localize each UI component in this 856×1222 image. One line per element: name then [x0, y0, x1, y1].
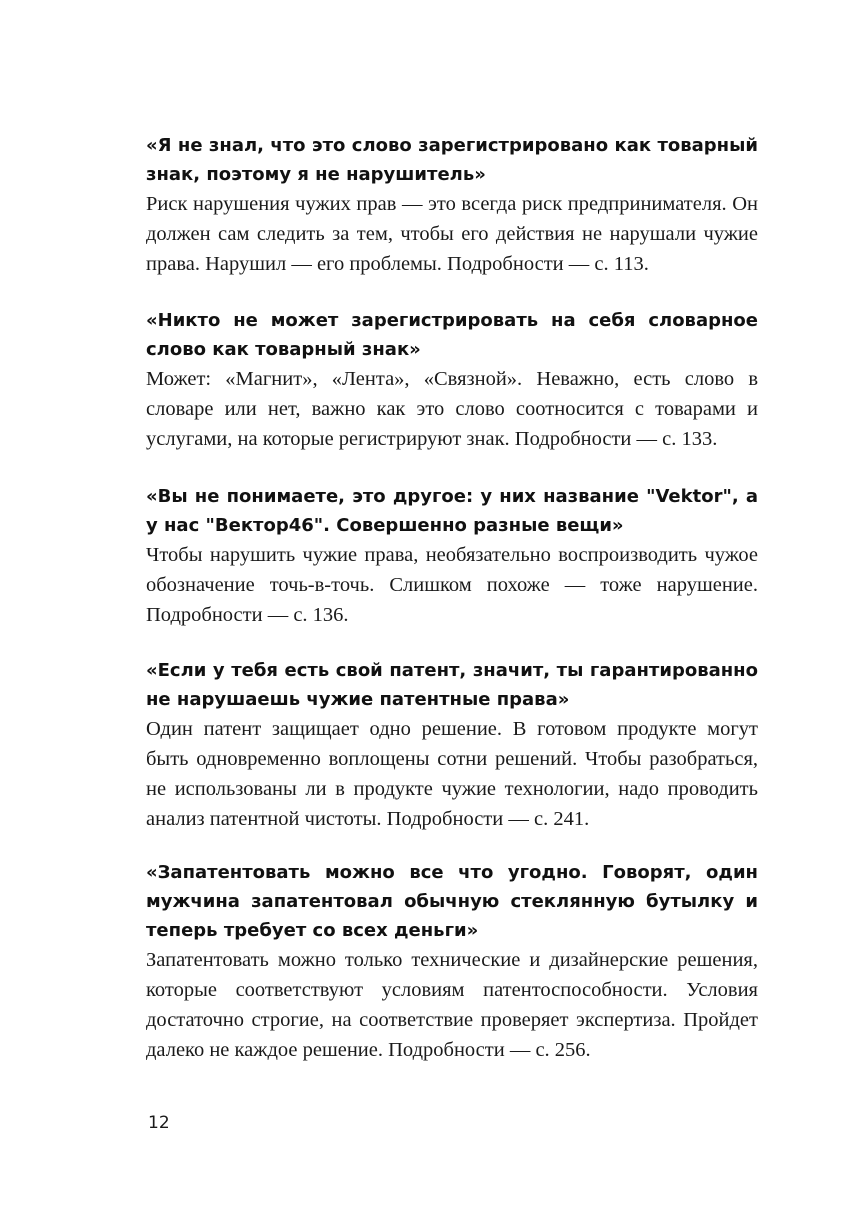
- myth-item: [146, 306, 758, 454]
- myth-explanation: Риск нарушения чужих прав — это всегда риск предпринимателя. Он должен сам следить за тем, чтобы его действия не нарушали чужие права. Нарушил — его проблемы. Подробности — с. 113.: [146, 193, 758, 275]
- myth-heading: «Никто не может зарегистрировать на себя словарное слово как товарный знак»: [146, 310, 758, 360]
- myth-item: [146, 482, 758, 630]
- myth-explanation: Один патент защищает одно решение. В готовом продукте могут быть одновременно воплощены сотни решений. Чтобы разобраться, не использованы ли в продукте чужие технологии, надо проводить анализ патентной чистоты. Подробности — с. 241.: [146, 718, 758, 830]
- myth-item: [146, 858, 758, 1065]
- myth-explanation: Может: «Магнит», «Лента», «Связной». Неважно, есть слово в словаре или нет, важно как это слово соотносится с товарами и услугами, на которые регистрируют знак. Подробности — с. 133.: [146, 368, 758, 450]
- myth-explanation: Запатентовать можно только технические и дизайнерские решения, которые соответствуют условиям патентоспособности. Условия достаточно строгие, на соответствие проверяет экспертиза. Пройдет далеко не каждое решение. Подробности — с. 256.: [146, 949, 758, 1061]
- myth-heading: «Если у тебя есть свой патент, значит, ты гарантированно не нарушаешь чужие патентные права»: [146, 660, 758, 710]
- myth-item: [146, 131, 758, 279]
- myth-heading: «Вы не понимаете, это другое: у них название "Vektor", а у нас "Вектор46". Совершенно разные вещи»: [146, 486, 758, 536]
- page-number: 12: [148, 1113, 170, 1133]
- myth-explanation: Чтобы нарушить чужие права, необязательно воспроизводить чужое обозначение точь-в-точь. Слишком похоже — тоже нарушение. Подробности — с. 136.: [146, 544, 758, 626]
- myth-heading: «Запатентовать можно все что угодно. Говорят, один мужчина запатентовал обычную стеклянную бутылку и теперь требует со всех деньги»: [146, 862, 758, 941]
- myth-item: [146, 656, 758, 834]
- myth-heading: «Я не знал, что это слово зарегистрировано как товарный знак, поэтому я не нарушитель»: [146, 135, 758, 185]
